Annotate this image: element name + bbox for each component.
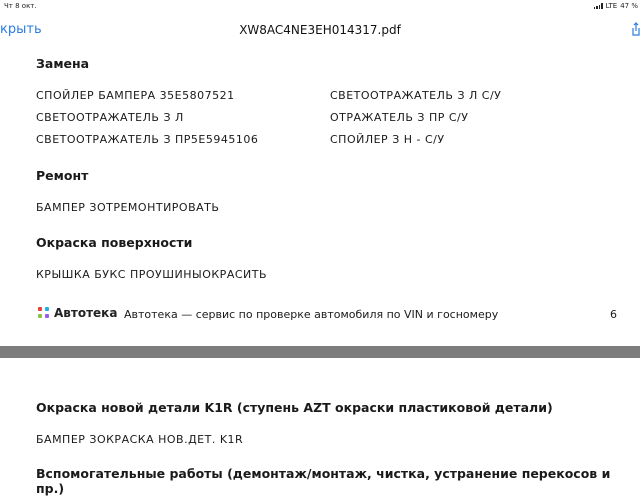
repair-item: БАМПЕР ЗОТРЕМОНТИРОВАТЬ (36, 201, 220, 214)
status-date: Чт 8 окт. (4, 2, 37, 10)
section-title-replace: Замена (36, 56, 90, 71)
footer-description: Автотека — сервис по проверке автомобиля по VIN и госномеру (124, 308, 499, 321)
replace-item: СВЕТООТРАЖАТЕЛЬ З Л С/У (330, 89, 502, 102)
section-title-repair: Ремонт (36, 168, 89, 183)
autoteka-logo-icon (38, 307, 50, 319)
replace-item: ОТРАЖАТЕЛЬ З ПР С/У (330, 111, 469, 124)
carrier-label: LTE (605, 2, 618, 10)
section-title-paint-surface: Окраска поверхности (36, 235, 193, 250)
pdf-page-7[interactable] (0, 358, 640, 496)
replace-item: СВЕТООТРАЖАТЕЛЬ З Л (36, 111, 184, 124)
paint-surface-item: КРЫШКА БУКС ПРОУШИНЫОКРАСИТЬ (36, 268, 268, 281)
signal-icon (594, 3, 603, 9)
share-icon[interactable] (632, 22, 640, 40)
close-button[interactable]: крыть (0, 22, 42, 37)
document-title: XW8AC4NE3EH014317.pdf (239, 23, 401, 37)
page-number: 6 (610, 308, 617, 321)
paint-new-item: БАМПЕР ЗОКРАСКА НОВ.ДЕТ. K1R (36, 433, 244, 446)
autoteka-logo-text: Автотека (54, 306, 118, 320)
replace-item: СПОЙЛЕР БАМПЕРА 35E5807521 (36, 89, 235, 102)
status-right (594, 2, 638, 10)
status-bar (0, 0, 640, 12)
section-title-paint-new: Окраска новой детали K1R (ступень AZT окраски пластиковой детали) (36, 400, 553, 415)
page-separator (0, 346, 640, 358)
battery-label: 47 % (620, 2, 638, 10)
page-footer (0, 302, 640, 326)
nav-bar (0, 12, 640, 48)
pdf-page-6[interactable] (0, 48, 640, 346)
section-title-aux: Вспомогательные работы (демонтаж/монтаж, чистка, устранение перекосов и пр.) (36, 466, 611, 496)
autoteka-logo (38, 306, 117, 320)
replace-item: СПОЙЛЕР З Н - С/У (330, 133, 445, 146)
replace-item: СВЕТООТРАЖАТЕЛЬ З ПР5E5945106 (36, 133, 259, 146)
